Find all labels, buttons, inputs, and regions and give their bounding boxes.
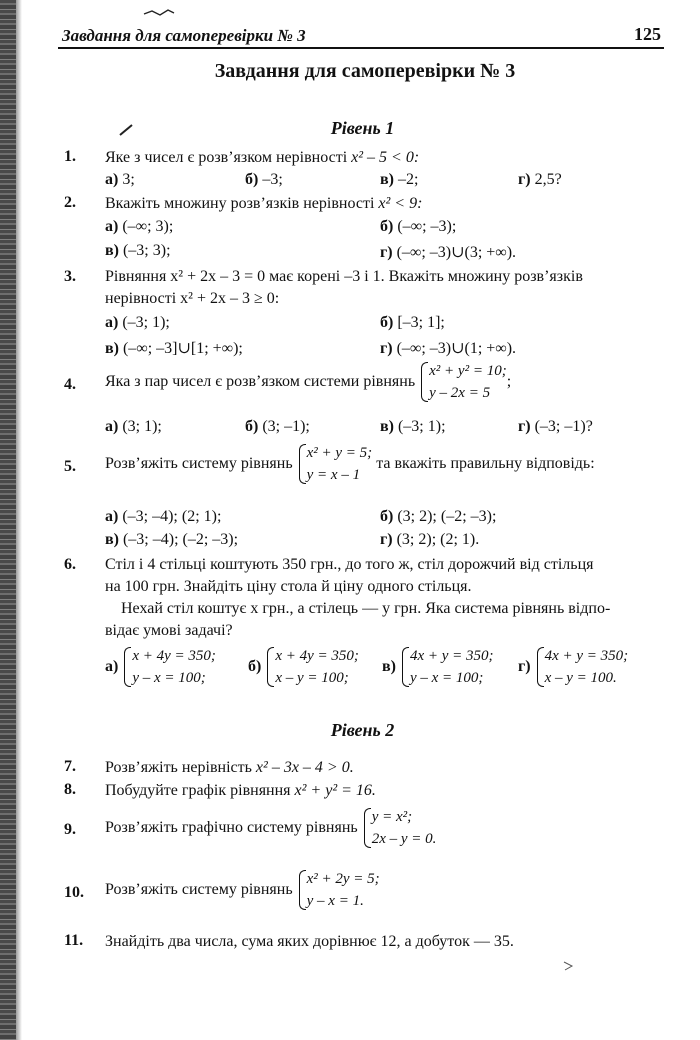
equation-system: 4x + y = 350; x – y = 100. [535,645,629,689]
answer-option: г) 2,5? [518,171,562,188]
page-title: Завдання для самоперевірки № 3 [214,60,516,82]
question-text: Побудуйте графік рівняння [105,782,295,799]
answer-option: б) x + 4y = 350; x – y = 100; [248,645,359,689]
answer-option: в) –2; [380,171,419,188]
scan-speck [140,6,180,20]
question-text: Нехай стіл коштує x грн., а стілець — y грн. Яка система рівнянь відпо- [121,600,611,617]
answer-option: а) 3; [105,171,135,188]
task-number: 10. [64,884,84,901]
running-title: Завдання для самоперевірки № 3 [62,26,306,45]
equation-system: x² + y = 5; y = x – 1 [297,442,373,486]
equation-system: y = x²; 2x – y = 0. [362,806,437,850]
scan-speck [562,960,576,972]
answer-option: г) (–3; –1)? [518,418,593,435]
equation-system: x + 4y = 350; y – x = 100; [122,645,216,689]
question-text: ; [506,373,512,390]
equation-system: x + 4y = 350; x – y = 100; [265,645,359,689]
level-heading-1: Рівень 1 [330,118,395,138]
answer-option: а) (–3; 1); [105,314,170,331]
task-question [105,147,419,169]
question-text: Розв’яжіть систему рівнянь [105,881,293,898]
scan-binding-edge [0,0,16,1040]
page-number: 125 [634,24,661,44]
equation-system: x² + y² = 10; y – 2x = 5 [419,360,507,404]
answer-option: г) (3; 2); (2; 1). [380,531,480,548]
task-question: Знайдіть два числа, сума яких дорівнює 12, а добуток — 35. [105,933,514,950]
answer-option: в) (–∞; –3]∪[1; +∞); [105,340,243,357]
answer-option: а) (–3; –4); (2; 1); [105,508,222,525]
level-heading-2: Рівень 2 [330,720,395,740]
answer-option: в) (–3; 3); [105,242,171,259]
task-number: 5. [64,458,76,475]
answer-option: г) (–∞; –3)∪(3; +∞). [380,244,517,261]
equation-system: x² + 2y = 5; y – x = 1. [297,868,380,912]
answer-option: в) (–3; –4); (–2; –3); [105,531,239,548]
task-question [105,554,665,642]
scan-shadow [16,0,22,1040]
answer-option: а) (3; 1); [105,418,162,435]
task-question [105,266,665,310]
question-text: Стіл і 4 стільці коштують 350 грн., до того ж, стіл дорожчий від стільця [105,556,594,573]
task-question [105,757,354,779]
answer-option: г) (–∞; –3)∪(1; +∞). [380,340,517,357]
task-question [105,193,422,215]
math-expression: x² + y² = 16. [294,782,376,799]
task-number: 8. [64,781,76,798]
task-number: 3. [64,268,76,285]
question-text: відає умові задачі? [105,622,233,639]
task-number: 1. [64,148,76,165]
task-question [105,442,595,486]
answer-option: а) x + 4y = 350; y – x = 100; [105,645,216,689]
task-number: 2. [64,194,76,211]
question-text: Розв’яжіть графічно систему рівнянь [105,819,358,836]
task-question [105,780,376,802]
math-expression: x² < 9: [378,195,423,212]
question-text: Розв’яжіть систему рівнянь [105,455,293,472]
question-text: Рівняння x² + 2x – 3 = 0 має корені –3 і 1. Вкажіть множину розв’язків [105,268,583,285]
task-number: 9. [64,821,76,838]
question-text: Розв’яжіть нерівність [105,759,256,776]
answer-option: в) (–3; 1); [380,418,446,435]
question-text: нерівності x² + 2x – 3 ≥ 0: [105,290,280,307]
question-text: Вкажіть множину розв’язків нерівності [105,195,379,212]
question-text: та вкажіть правильну відповідь: [376,455,595,472]
task-question [105,868,380,912]
answer-option: б) (–∞; –3); [380,218,457,235]
task-number: 4. [64,376,76,393]
answer-option: б) –3; [245,171,283,188]
task-question [105,806,436,850]
math-expression: x² – 5 < 0: [351,149,420,166]
task-question [105,360,511,404]
task-number: 11. [64,932,84,949]
question-text: на 100 грн. Знайдіть ціну стола й ціну одного стільця. [105,578,472,595]
question-text: Яка з пар чисел є розв’язком системи рівнянь [105,373,416,390]
header-rule [58,47,664,49]
answer-option: а) (–∞; 3); [105,218,174,235]
answer-option: б) [–3; 1]; [380,314,445,331]
task-number: 7. [64,758,76,775]
answer-option: в) 4x + y = 350; y – x = 100; [382,645,494,689]
answer-option: г) 4x + y = 350; x – y = 100. [518,645,628,689]
answer-option: б) (3; 2); (–2; –3); [380,508,497,525]
math-expression: x² – 3x – 4 > 0. [255,759,354,776]
answer-option: б) (3; –1); [245,418,310,435]
task-number: 6. [64,556,76,573]
question-text: Яке з чисел є розв’язком нерівності [105,149,352,166]
equation-system: 4x + y = 350; y – x = 100; [400,645,494,689]
